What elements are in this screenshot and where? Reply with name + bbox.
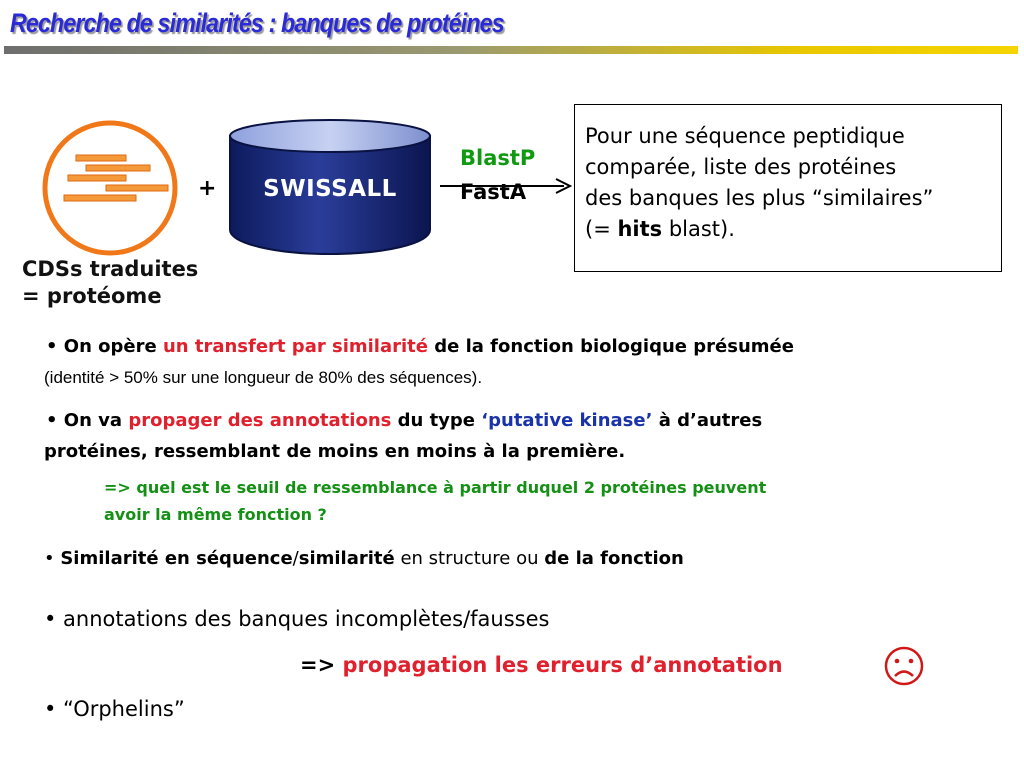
sad-face-icon <box>882 644 926 688</box>
error-propagation-line: => propagation les erreurs d’annotation <box>300 653 783 677</box>
threshold-question-line2: avoir la même fonction ? <box>104 505 327 524</box>
bullet-propagate-continued: protéines, ressemblant de moins en moins à la première. <box>44 441 626 462</box>
highlight-error-propagation: propagation les erreurs d’annotation <box>342 653 783 677</box>
result-line: Pour une séquence peptidique <box>585 124 905 148</box>
threshold-question-line1: => quel est le seuil de ressemblance à partir duquel 2 protéines peuvent <box>104 478 767 497</box>
result-line: (= hits blast). <box>585 217 735 241</box>
slide-title: Recherche de similarités : banques de protéines <box>10 8 504 38</box>
title-underline <box>4 46 1018 54</box>
highlight-propagate: propager des annotations <box>128 410 392 431</box>
bullet-transfer: • On opère un transfert par similarité de la fonction biologique présumée <box>46 336 794 357</box>
plus-sign: + <box>198 176 217 201</box>
bullet-similarity-types: • Similarité en séquence/similarité en structure ou de la fonction <box>44 548 684 569</box>
highlight-putative-kinase: ‘putative kinase’ <box>481 410 653 431</box>
bullet-annotations: • annotations des banques incomplètes/fausses <box>44 607 550 631</box>
result-line: comparée, liste des protéines <box>585 155 897 179</box>
proteome-label-line2: = protéome <box>22 284 162 308</box>
bullet-propagate: • On va propager des annotations du type ‘putative kinase’ à d’autres <box>46 410 763 431</box>
tool-fasta-label: FastA <box>460 180 527 204</box>
hits-keyword: hits <box>617 217 663 241</box>
database-label: SWISSALL <box>263 176 397 202</box>
tool-blastp-label: BlastP <box>460 146 536 170</box>
right-arrow-icon <box>440 176 574 196</box>
result-description-box <box>574 104 1002 272</box>
bullet-orphans: • “Orphelins” <box>44 697 185 721</box>
bullet-transfer-detail: (identité > 50% sur une longueur de 80% des séquences). <box>44 368 483 387</box>
protein-bars-circle-icon <box>40 118 180 258</box>
proteome-label <box>22 256 198 310</box>
result-line: des banques les plus “similaires” <box>585 186 934 210</box>
highlight-transfer: un transfert par similarité <box>162 336 428 357</box>
proteome-label-line1: CDSs traduites <box>22 257 199 281</box>
